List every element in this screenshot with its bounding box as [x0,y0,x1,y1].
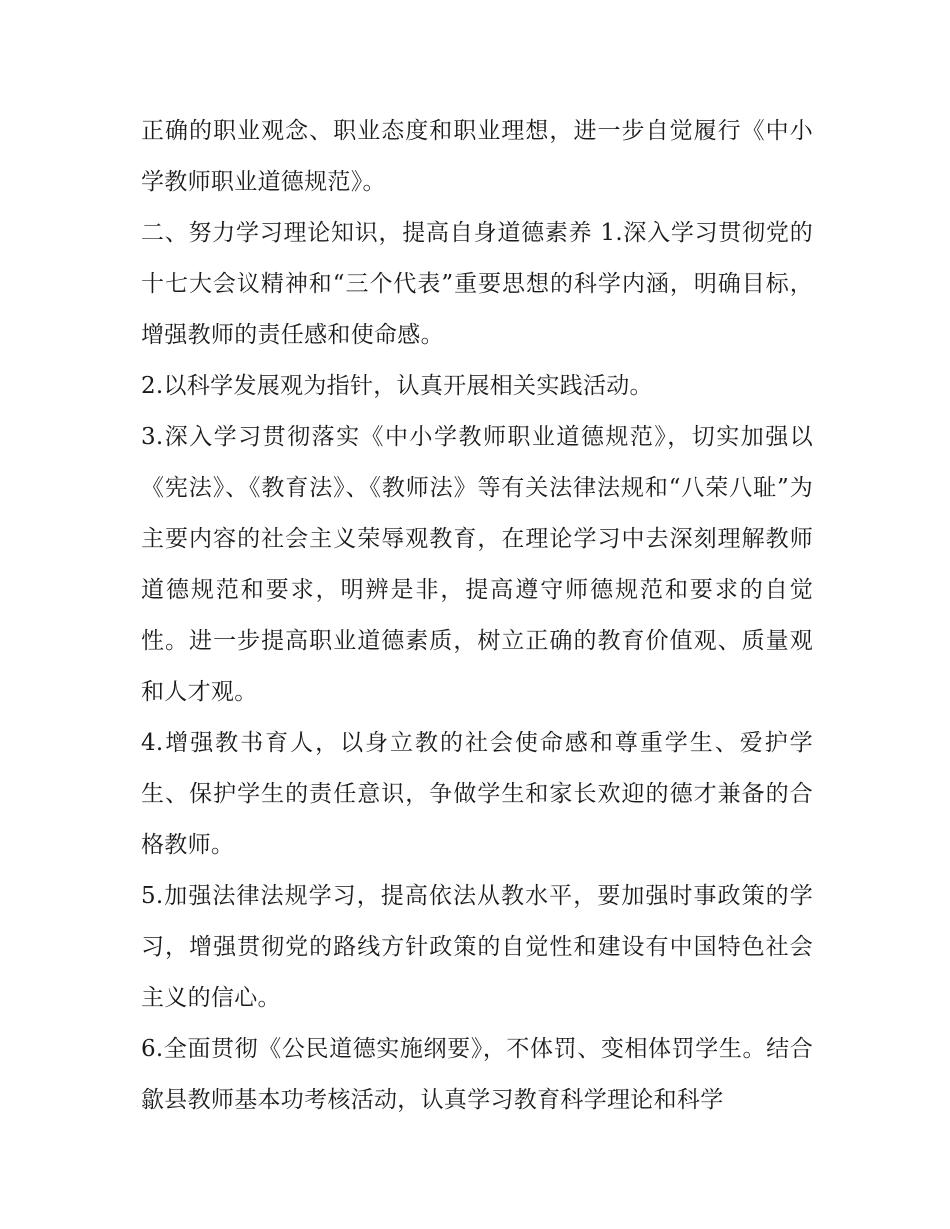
paragraph-4: 3.深入学习贯彻落实《中小学教师职业道德规范》，切实加强以《宪法》、《教育法》、《教师法》等有关法律法规和“八荣八耻”为主要内容的社会主义荣辱观教育，在理论学习中去深刻理解教师道德规范和要求，明辨是非，提高遵守师德规范和要求的自觉性。进一步提高职业道德素质，树立正确的教育价值观、质量观和人才观。 [141,424,813,705]
paragraph-2: 二、努力学习理论知识，提高自身道德素养 1.深入学习贯彻党的十七大会议精神和“三个代表”重要思想的科学内涵，明确目标，增强教师的责任感和使命感。 [141,220,813,348]
paragraph-6: 5.加强法律法规学习，提高依法从教水平，要加强时事政策的学习，增强贯彻党的路线方针政策的自觉性和建设有中国特色社会主义的信心。 [141,883,813,1011]
paragraph-7: 6.全面贯彻《公民道德实施纲要》，不体罚、变相体罚学生。结合歙县教师基本功考核活动，认真学习教育科学理论和科学 [141,1036,813,1113]
paragraph-5: 4.增强教书育人，以身立教的社会使命感和尊重学生、爱护学生、保护学生的责任意识，争做学生和家长欢迎的德才兼备的合格教师。 [141,730,813,858]
document-body [141,106,813,1126]
paragraph-3: 2.以科学发展观为指针，认真开展相关实践活动。 [141,373,653,399]
paragraph-1: 正确的职业观念、职业态度和职业理想，进一步自觉履行《中小学教师职业道德规范》。 [141,118,813,195]
